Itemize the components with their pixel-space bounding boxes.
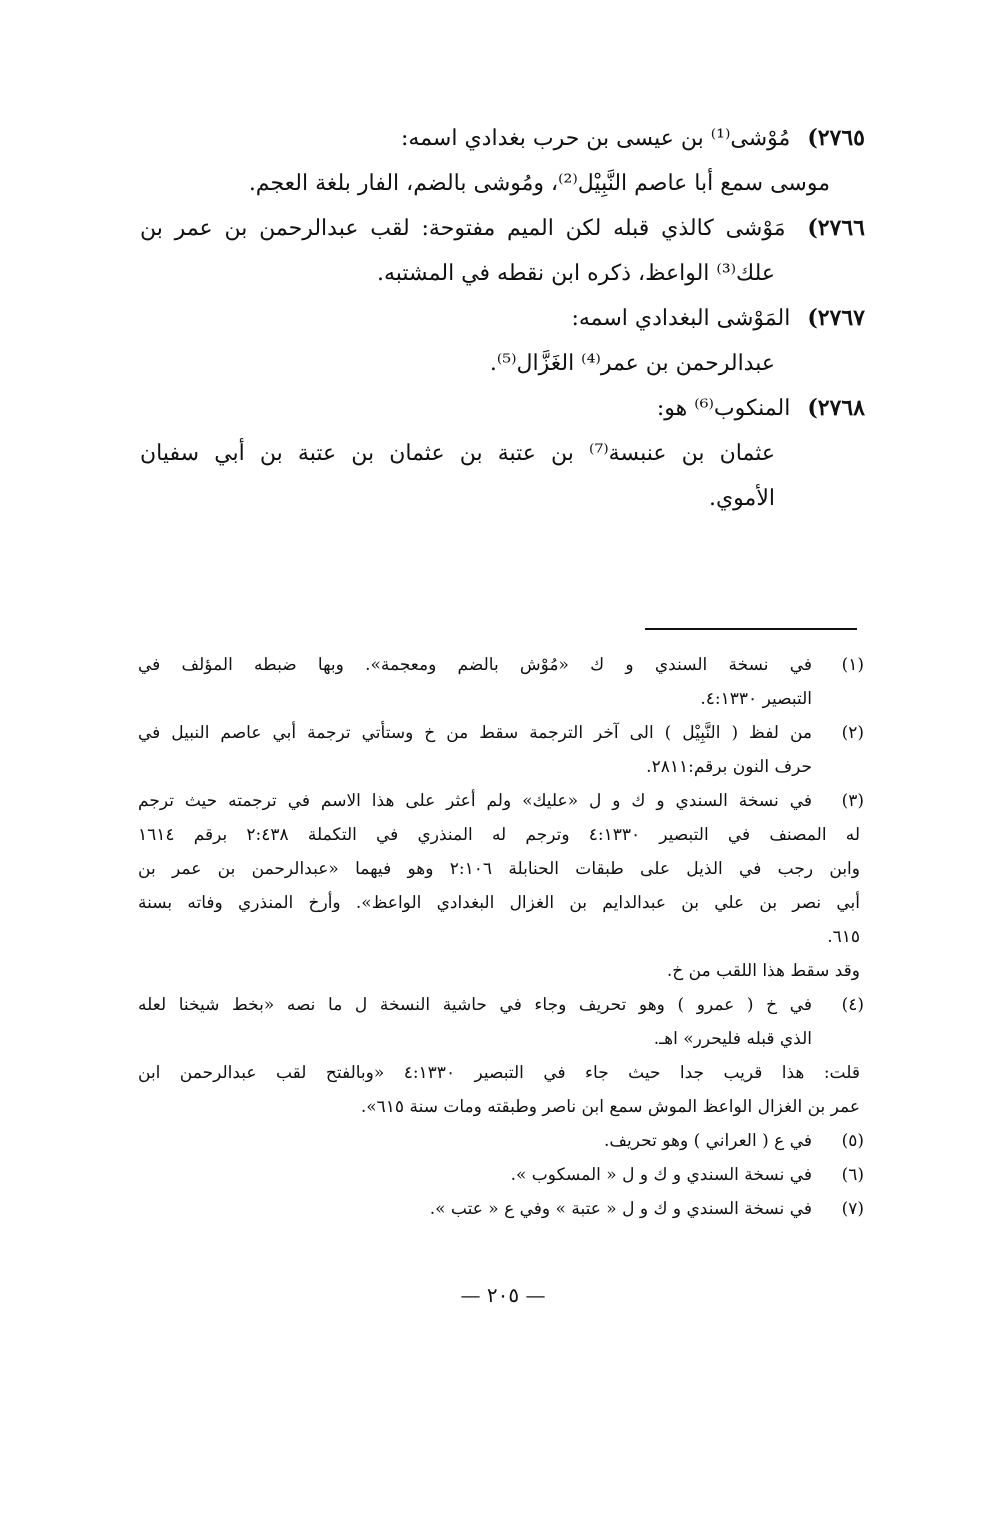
entry-2766-head	[140, 206, 865, 251]
footnote-3	[138, 784, 864, 818]
footnote-text	[138, 716, 812, 784]
footnote-text	[138, 1124, 812, 1158]
footnote-line: في نسخة السندي و ك و ل «عليك» ولم أعثر على هذا الاسم في ترجمته حيث ترجم	[138, 791, 812, 811]
footnote-text	[138, 988, 812, 1056]
footnote-2	[138, 716, 864, 784]
footnote-line: له المصنف في التبصير ٤:١٣٣٠ وترجم له المنذري في التكملة ٢:٤٣٨ برقم ١٦١٤	[138, 825, 861, 845]
footnote-line: في نسخة السندي و ك «مُوْش بالضم ومعجمة». وبها ضبطه المؤلف في	[138, 655, 812, 675]
footnote-4	[138, 988, 864, 1056]
footnote-line: في نسخة السندي و ك و ل « المسكوب ».	[510, 1165, 812, 1185]
footnote-line: من لفظ ( النَّبِيْل ) الى آخر الترجمة سقط من خ وستأتي ترجمة أبي عاصم النبيل في	[138, 723, 812, 743]
footnote-6	[138, 1158, 864, 1192]
entry-2765-body: موسى سمع أبا عاصم النَّبِيْل⁽²⁾، ومُوشى بالضم، الفار بلغة العجم.	[248, 171, 830, 196]
footnote-5	[138, 1124, 864, 1158]
entry-number: ٢٧٦٥)	[807, 125, 865, 151]
footnote-7	[138, 1192, 864, 1226]
entry-2768-body-end: الأموي.	[708, 486, 775, 511]
footnote-line: في خ ( عمرو ) وهو تحريف وجاء في حاشية النسخة ل ما نصه «بخط شيخنا لعله	[138, 995, 812, 1015]
footnote-line: في ع ( العراني ) وهو تحريف.	[603, 1131, 812, 1151]
footnote-text	[138, 1192, 812, 1226]
footnote-line: وقد سقط هذا اللقب من خ.	[666, 961, 860, 981]
footnote-number: (٤)	[841, 995, 864, 1015]
entry-number: ٢٧٦٦)	[807, 215, 865, 241]
entry-text: مَوْشى كالذي قبله لكن الميم مفتوحة: لقب عبدالرحمن بن عمر بن	[140, 216, 786, 241]
footnote-line: قلت: هذا قريب جدا حيث جاء في التبصير ٤:١٣٣٠ «وبالفتح لقب عبدالرحمن ابن	[138, 1063, 860, 1083]
footnote-line: عمر بن الغزال الواعظ الموش سمع ابن ناصر وطبقته ومات سنة ٦١٥».	[360, 1097, 860, 1117]
entry-text: المَوْشى البغدادي اسمه:	[571, 306, 791, 331]
footnote-number: (٢)	[841, 723, 864, 743]
footnote-1	[138, 648, 864, 716]
entry-2765-head	[140, 116, 865, 161]
footnote-line: أبي نصر بن علي بن عبدالدايم بن الغزال البغدادي الواعظ». وأرخ المنذري وفاته بسنة	[138, 893, 860, 913]
footnote-line: حرف النون برقم:٢٨١١.	[646, 757, 812, 777]
footnote-line: التبصير ٤:١٣٣٠.	[700, 689, 812, 709]
footnote-line: الذي قبله فليحرر» اهـ.	[653, 1029, 812, 1049]
footnotes-block	[138, 648, 864, 1226]
footnote-text	[138, 648, 812, 716]
footnote-number: (٧)	[841, 1199, 864, 1219]
entry-2767-head	[140, 296, 865, 341]
entries-block	[140, 116, 865, 521]
entry-number: ٢٧٦٨)	[807, 395, 865, 421]
footnote-number: (٥)	[841, 1131, 864, 1151]
footnote-text	[138, 1158, 812, 1192]
footnote-line: في نسخة السندي و ك و ل « عتبة » وفي ع « عتب ».	[429, 1199, 812, 1219]
footnote-number: (١)	[841, 655, 864, 675]
entry-text: المنكوب⁽⁶⁾ هو:	[656, 396, 791, 421]
footnote-line: ٦١٥.	[827, 927, 860, 947]
footnote-separator	[645, 628, 857, 630]
entry-2768-head	[140, 386, 865, 431]
entry-2767-body: عبدالرحمن بن عمر⁽⁴⁾ الغَزَّال⁽⁵⁾.	[489, 351, 775, 376]
footnote-number: (٣)	[841, 791, 864, 811]
entry-2766-body: علك⁽³⁾ الواعظ، ذكره ابن نقطه في المشتبه.	[376, 261, 775, 286]
entry-text: مُوْشى⁽¹⁾ بن عيسى بن حرب بغدادي اسمه:	[400, 126, 791, 151]
footnote-number: (٦)	[841, 1165, 864, 1185]
entry-2768-body: عثمان بن عنبسة⁽⁷⁾ بن عتبة بن عثمان بن عتبة بن أبي سفيان	[140, 441, 775, 466]
entry-number: ٢٧٦٧)	[807, 305, 865, 331]
footnote-line: وابن رجب في الذيل على طبقات الحنابلة ٢:١٠٦ وهو فيهما «عبدالرحمن بن عمر بن	[138, 859, 860, 879]
page-number: — ٢٠٥ —	[460, 1283, 546, 1307]
footnote-text	[138, 784, 812, 818]
